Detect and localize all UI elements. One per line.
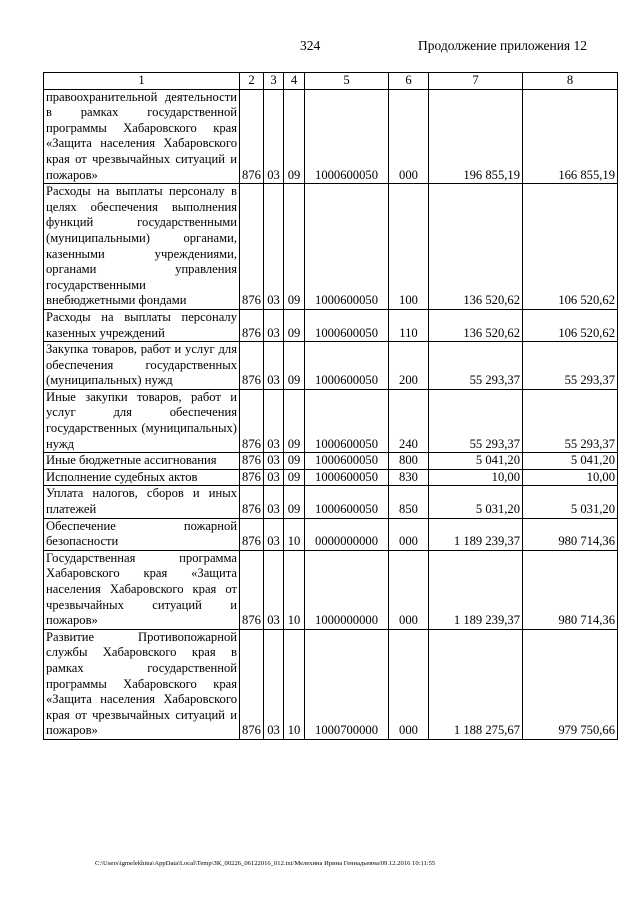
page-number: 324 xyxy=(300,38,321,53)
amount-fact-cell: 106 520,62 xyxy=(523,309,618,341)
column-header: 4 xyxy=(284,73,305,90)
code-csr-cell: 1000600050 xyxy=(305,184,389,310)
code-pr-cell: 09 xyxy=(284,342,305,390)
code-csr-cell: 1000600050 xyxy=(305,389,389,452)
code-pr-cell: 09 xyxy=(284,469,305,486)
amount-plan-cell: 10,00 xyxy=(429,469,523,486)
code-vr-cell: 800 xyxy=(389,453,429,470)
code-pr-cell: 09 xyxy=(284,89,305,184)
code-gr-cell: 876 xyxy=(240,389,264,452)
row-name-cell: Обеспечение пожарной безопасности xyxy=(44,518,240,550)
code-gr-cell: 876 xyxy=(240,309,264,341)
table-row xyxy=(44,629,618,739)
amount-fact-cell: 10,00 xyxy=(523,469,618,486)
column-header: 5 xyxy=(305,73,389,90)
code-gr-cell: 876 xyxy=(240,550,264,629)
code-gr-cell: 876 xyxy=(240,629,264,739)
table-row xyxy=(44,486,618,518)
row-name-cell: Иные закупки товаров, работ и услуг для обеспечения государственных (муниципальных) нужд xyxy=(44,389,240,452)
continuation-label: Продолжение приложения 12 xyxy=(418,38,588,53)
code-csr-cell: 1000600050 xyxy=(305,89,389,184)
table-body xyxy=(44,89,618,739)
row-name-cell: Иные бюджетные ассигнования xyxy=(44,453,240,470)
row-name-cell: Уплата налогов, сборов и иных платежей xyxy=(44,486,240,518)
code-rz-cell: 03 xyxy=(264,486,284,518)
code-csr-cell: 1000600050 xyxy=(305,469,389,486)
code-rz-cell: 03 xyxy=(264,550,284,629)
code-vr-cell: 000 xyxy=(389,629,429,739)
code-rz-cell: 03 xyxy=(264,309,284,341)
amount-plan-cell: 55 293,37 xyxy=(429,342,523,390)
code-pr-cell: 10 xyxy=(284,518,305,550)
column-header: 8 xyxy=(523,73,618,90)
code-rz-cell: 03 xyxy=(264,89,284,184)
amount-fact-cell: 55 293,37 xyxy=(523,389,618,452)
row-name-cell: Исполнение судебных актов xyxy=(44,469,240,486)
amount-fact-cell: 980 714,36 xyxy=(523,518,618,550)
amount-plan-cell: 5 041,20 xyxy=(429,453,523,470)
amount-plan-cell: 136 520,62 xyxy=(429,184,523,310)
amount-plan-cell: 1 189 239,37 xyxy=(429,550,523,629)
amount-plan-cell: 1 188 275,67 xyxy=(429,629,523,739)
code-rz-cell: 03 xyxy=(264,469,284,486)
code-pr-cell: 09 xyxy=(284,453,305,470)
code-csr-cell: 1000600050 xyxy=(305,453,389,470)
amount-fact-cell: 980 714,36 xyxy=(523,550,618,629)
code-csr-cell: 0000000000 xyxy=(305,518,389,550)
code-csr-cell: 1000600050 xyxy=(305,486,389,518)
row-name-cell: Расходы на выплаты персоналу в целях обеспечения выполнения функций государственными (муниципальными) органами, казенными учреждениями, органами управления государственными внебюджетными фондами xyxy=(44,184,240,310)
column-header: 1 xyxy=(44,73,240,90)
code-rz-cell: 03 xyxy=(264,389,284,452)
amount-plan-cell: 196 855,19 xyxy=(429,89,523,184)
code-gr-cell: 876 xyxy=(240,89,264,184)
code-csr-cell: 1000000000 xyxy=(305,550,389,629)
code-csr-cell: 1000600050 xyxy=(305,342,389,390)
amount-fact-cell: 166 855,19 xyxy=(523,89,618,184)
code-gr-cell: 876 xyxy=(240,184,264,310)
code-rz-cell: 03 xyxy=(264,342,284,390)
row-name-cell: Расходы на выплаты персоналу казенных учреждений xyxy=(44,309,240,341)
code-vr-cell: 000 xyxy=(389,89,429,184)
table-row xyxy=(44,518,618,550)
row-name-cell: Развитие Противопожарной службы Хабаровского края в рамках государственной программы Хабаровского края «Защита населения Хабаровского края от чрезвычайных ситуаций и пожаров» xyxy=(44,629,240,739)
column-header: 2 xyxy=(240,73,264,90)
footer-file-path: C:\Users\igmelekhina\AppData\Local\Temp\ЗК_00226_06122016_012.txt/Мелехина Ирина Геннадьевна/09.12.2016 10:11:55 xyxy=(95,860,436,867)
amount-fact-cell: 5 031,20 xyxy=(523,486,618,518)
code-rz-cell: 03 xyxy=(264,518,284,550)
table-header-row xyxy=(44,73,618,90)
column-header: 6 xyxy=(389,73,429,90)
column-header: 7 xyxy=(429,73,523,90)
table-row xyxy=(44,89,618,184)
code-gr-cell: 876 xyxy=(240,342,264,390)
code-vr-cell: 000 xyxy=(389,550,429,629)
code-vr-cell: 850 xyxy=(389,486,429,518)
amount-fact-cell: 106 520,62 xyxy=(523,184,618,310)
code-vr-cell: 110 xyxy=(389,309,429,341)
table-row xyxy=(44,469,618,486)
code-vr-cell: 240 xyxy=(389,389,429,452)
table-row xyxy=(44,342,618,390)
code-gr-cell: 876 xyxy=(240,486,264,518)
amount-fact-cell: 55 293,37 xyxy=(523,342,618,390)
code-pr-cell: 09 xyxy=(284,486,305,518)
amount-plan-cell: 136 520,62 xyxy=(429,309,523,341)
code-csr-cell: 1000700000 xyxy=(305,629,389,739)
budget-table xyxy=(43,72,618,740)
amount-plan-cell: 55 293,37 xyxy=(429,389,523,452)
code-vr-cell: 000 xyxy=(389,518,429,550)
code-gr-cell: 876 xyxy=(240,453,264,470)
row-name-cell: Государственная программа Хабаровского края «Защита населения Хабаровского края от чрезвычайных ситуаций и пожаров» xyxy=(44,550,240,629)
code-gr-cell: 876 xyxy=(240,518,264,550)
code-rz-cell: 03 xyxy=(264,184,284,310)
row-name-cell: правоохранительной деятельности в рамках государственной программы Хабаровского края «Защита населения Хабаровского края от чрезвычайных ситуаций и пожаров» xyxy=(44,89,240,184)
code-pr-cell: 09 xyxy=(284,184,305,310)
table-row xyxy=(44,453,618,470)
code-gr-cell: 876 xyxy=(240,469,264,486)
code-csr-cell: 1000600050 xyxy=(305,309,389,341)
table-row xyxy=(44,184,618,310)
code-rz-cell: 03 xyxy=(264,453,284,470)
code-rz-cell: 03 xyxy=(264,629,284,739)
table-row xyxy=(44,550,618,629)
code-vr-cell: 100 xyxy=(389,184,429,310)
code-pr-cell: 10 xyxy=(284,629,305,739)
amount-fact-cell: 5 041,20 xyxy=(523,453,618,470)
column-header: 3 xyxy=(264,73,284,90)
code-pr-cell: 09 xyxy=(284,389,305,452)
code-pr-cell: 10 xyxy=(284,550,305,629)
table-row xyxy=(44,309,618,341)
code-pr-cell: 09 xyxy=(284,309,305,341)
code-vr-cell: 200 xyxy=(389,342,429,390)
amount-fact-cell: 979 750,66 xyxy=(523,629,618,739)
amount-plan-cell: 1 189 239,37 xyxy=(429,518,523,550)
amount-plan-cell: 5 031,20 xyxy=(429,486,523,518)
table-row xyxy=(44,389,618,452)
code-vr-cell: 830 xyxy=(389,469,429,486)
row-name-cell: Закупка товаров, работ и услуг для обеспечения государственных (муниципальных) нужд xyxy=(44,342,240,390)
